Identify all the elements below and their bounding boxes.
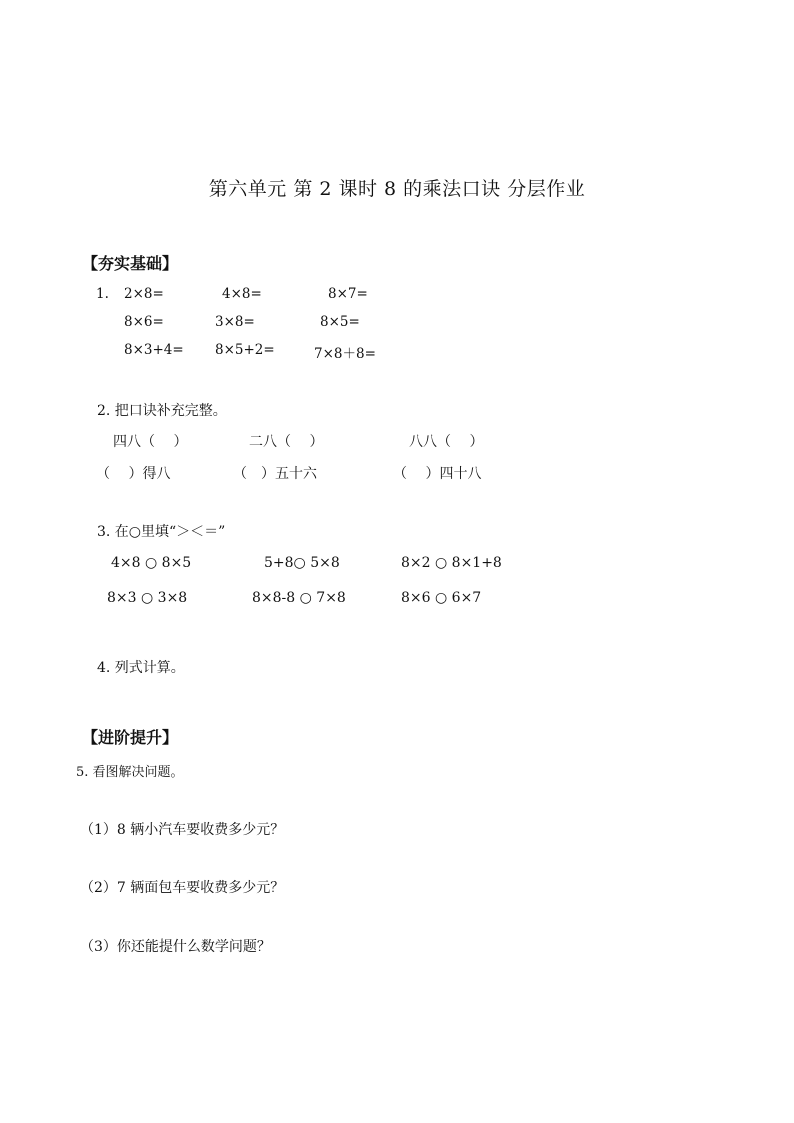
q2-item: 二八（ ） [249, 434, 324, 450]
q4-prompt: 4. 列式计算。 [97, 660, 185, 676]
page-title: 第六单元 第 2 课时 8 的乘法口诀 分层作业 [208, 178, 586, 200]
q1-item: 2×8= [124, 286, 164, 302]
q2-item: 八八（ ） [409, 434, 484, 450]
q3-prompt: 3. 在○里填“＞＜＝” [97, 524, 226, 540]
q3-item: 8×3 ○ 3×8 [107, 590, 188, 606]
q5-part: （3）你还能提什么数学问题？ [80, 939, 271, 955]
q3-item: 5+8○ 5×8 [264, 555, 340, 571]
q2-item: （ ）得八 [96, 466, 171, 482]
q2-item: （ ）四十八 [393, 466, 482, 482]
q1-item: 4×8= [222, 286, 262, 302]
q1-number: 1. [96, 286, 109, 302]
q1-item: 8×7= [328, 286, 368, 302]
q3-item: 8×8-8 ○ 7×8 [252, 590, 346, 606]
q2-item: 四八（ ） [113, 434, 188, 450]
section-heading-advanced: 【进阶提升】 [82, 728, 179, 747]
q3-item: 8×6 ○ 6×7 [401, 590, 482, 606]
q1-item: 8×6= [124, 314, 164, 330]
q5-prompt: 5. 看图解决问题。 [76, 765, 184, 780]
q1-item: 7×8＋8= [314, 346, 376, 362]
q1-item: 3×8= [215, 314, 255, 330]
section-heading-basics: 【夯实基础】 [82, 254, 179, 273]
q1-item: 8×5+2= [215, 342, 275, 358]
q3-item: 4×8 ○ 8×5 [111, 555, 192, 571]
q5-part: （2）7 辆面包车要收费多少元？ [80, 880, 285, 896]
q1-item: 8×5= [320, 314, 360, 330]
q3-item: 8×2 ○ 8×1+8 [401, 555, 502, 571]
q5-part: （1）8 辆小汽车要收费多少元？ [80, 822, 285, 838]
q2-item: （ ）五十六 [233, 466, 317, 482]
q2-prompt: 2. 把口诀补充完整。 [97, 403, 227, 419]
q1-item: 8×3+4= [124, 342, 184, 358]
